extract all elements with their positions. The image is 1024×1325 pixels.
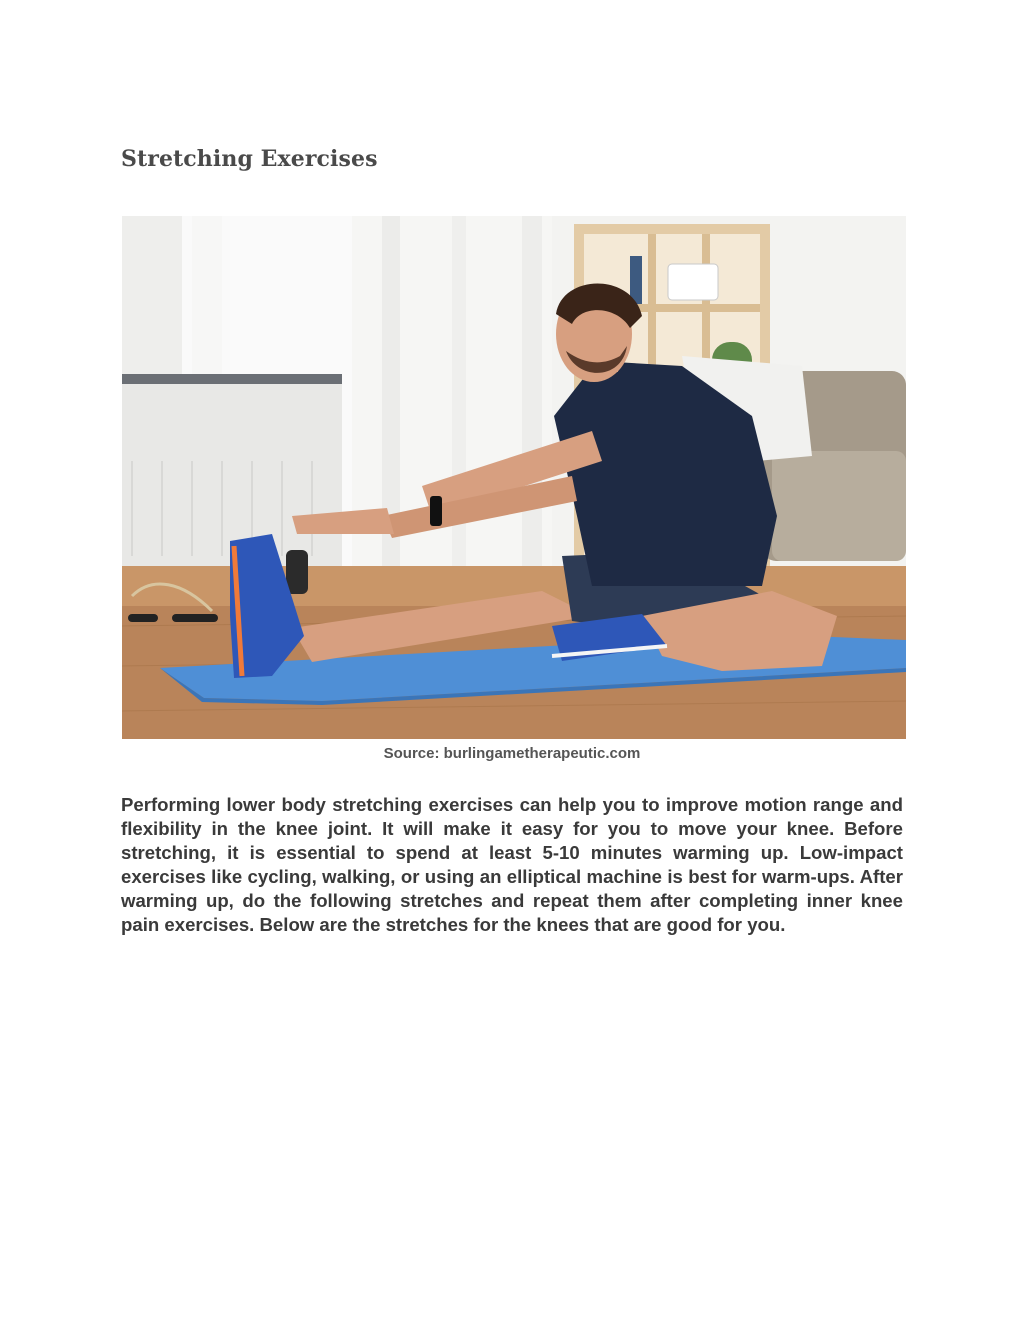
body-paragraph: Performing lower body stretching exercises can help you to improve motion range and flexibility in the knee joint. It will make it easy for you to move your knee. Before stretching, it is essential to spend at least 5-10 minutes warming up. Low-impact exercises like cycling, walking, or using an elliptical machine is best for warm-ups. After warming up, do the following stretches and repeat them after completing inner knee pain exercises. Below are the stretches for the knees that are good for you.	[121, 794, 903, 935]
man-stretching-photo	[122, 216, 906, 739]
image-caption: Source: burlingametherapeutic.com	[383, 745, 641, 762]
page-title: Stretching Exercises	[121, 146, 378, 172]
